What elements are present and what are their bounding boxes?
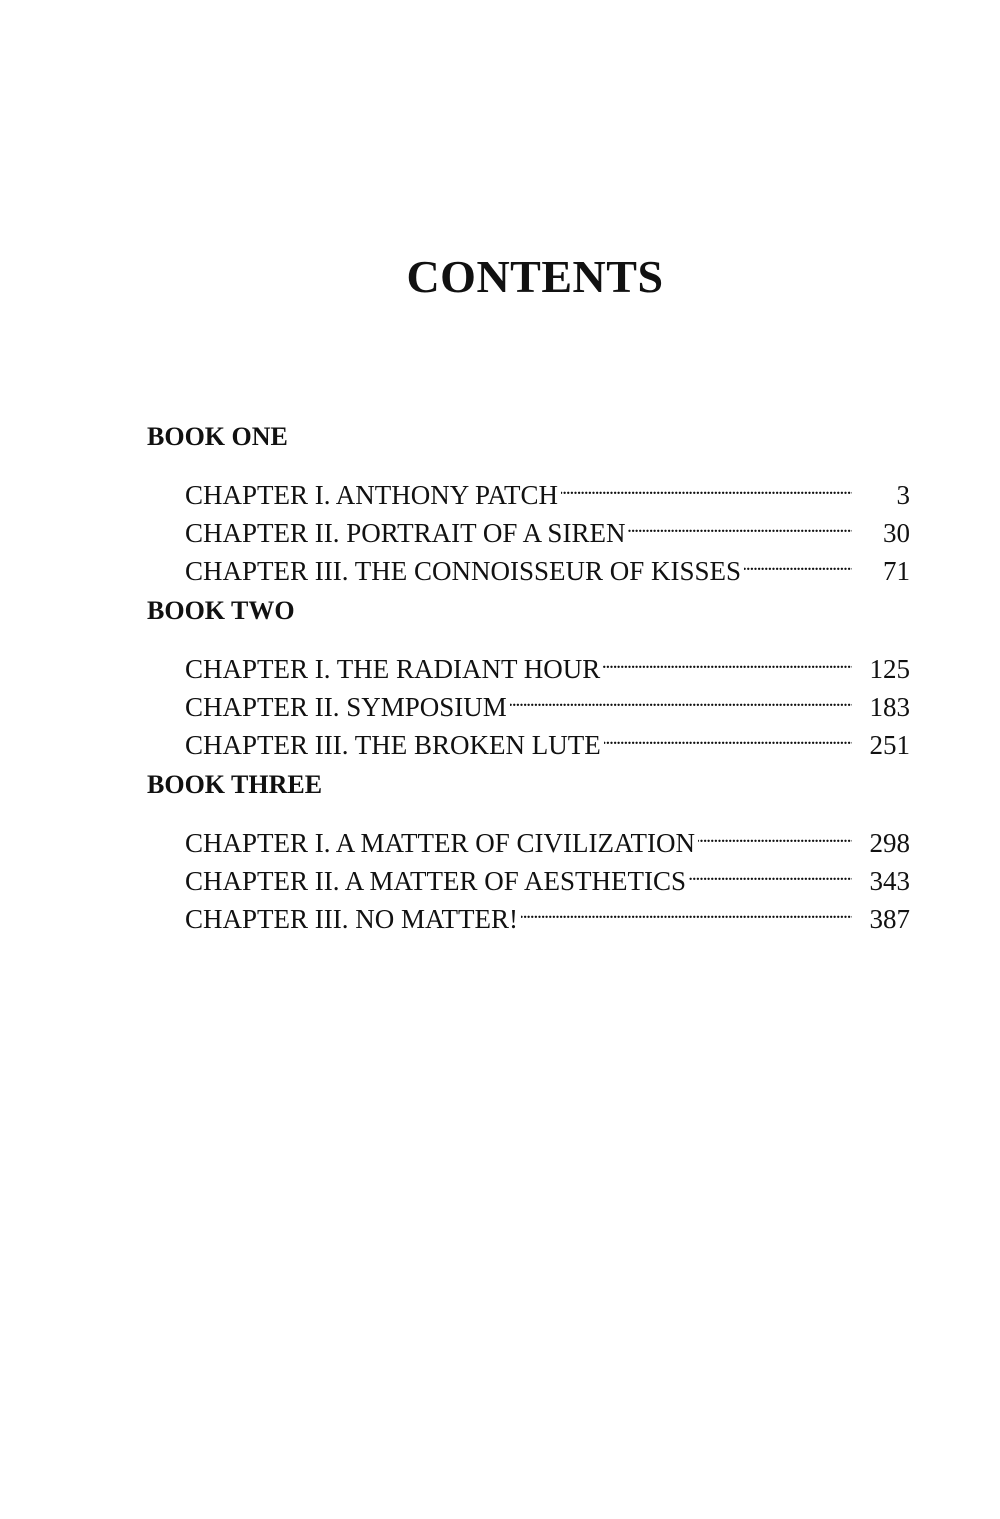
chapter-entry[interactable]: [185, 466, 910, 510]
page-title: CONTENTS: [406, 251, 664, 302]
chapter-title: CHAPTER II. A MATTER OF AESTHETICS: [185, 866, 687, 896]
book-title: BOOK ONE: [147, 422, 288, 451]
chapter-title: CHAPTER II. SYMPOSIUM: [185, 692, 507, 722]
dot-leader: [603, 640, 852, 678]
page-number: 387: [869, 904, 910, 934]
dot-leader: [604, 716, 852, 754]
book-section-one: [145, 420, 915, 586]
chapter-title: CHAPTER III. THE BROKEN LUTE: [185, 730, 601, 760]
dot-leader: [689, 852, 852, 890]
chapter-entry[interactable]: [185, 814, 910, 858]
dot-leader: [628, 504, 852, 542]
chapter-title: CHAPTER I. THE RADIANT HOUR: [185, 654, 601, 684]
dot-leader: [744, 542, 852, 580]
page-number: 298: [869, 828, 910, 858]
book-title: BOOK THREE: [147, 770, 323, 799]
chapter-list: [185, 466, 910, 586]
chapter-title: CHAPTER II. PORTRAIT OF A SIREN: [185, 518, 626, 548]
page-number: 343: [869, 866, 910, 896]
book-title: BOOK TWO: [147, 596, 295, 625]
page-number: 251: [869, 730, 910, 760]
chapter-title: CHAPTER I. ANTHONY PATCH: [185, 480, 559, 510]
book-section-two: [145, 594, 915, 760]
chapter-title: CHAPTER III. NO MATTER!: [185, 904, 518, 934]
dot-leader: [521, 890, 852, 928]
page-number: 30: [883, 518, 910, 548]
page-number: 125: [869, 654, 910, 684]
dot-leader: [698, 814, 852, 852]
chapter-list: [185, 814, 910, 934]
book-section-three: [145, 768, 915, 934]
dot-leader: [510, 678, 852, 716]
dot-leader: [561, 466, 852, 504]
table-of-contents: [145, 420, 915, 942]
chapter-title: CHAPTER I. A MATTER OF CIVILIZATION: [185, 828, 695, 858]
chapter-list: [185, 640, 910, 760]
page-number: 3: [896, 480, 910, 510]
chapter-entry[interactable]: [185, 640, 910, 684]
page-number: 71: [883, 556, 910, 586]
chapter-title: CHAPTER III. THE CONNOISSEUR OF KISSES: [185, 556, 742, 586]
page-number: 183: [869, 692, 910, 722]
